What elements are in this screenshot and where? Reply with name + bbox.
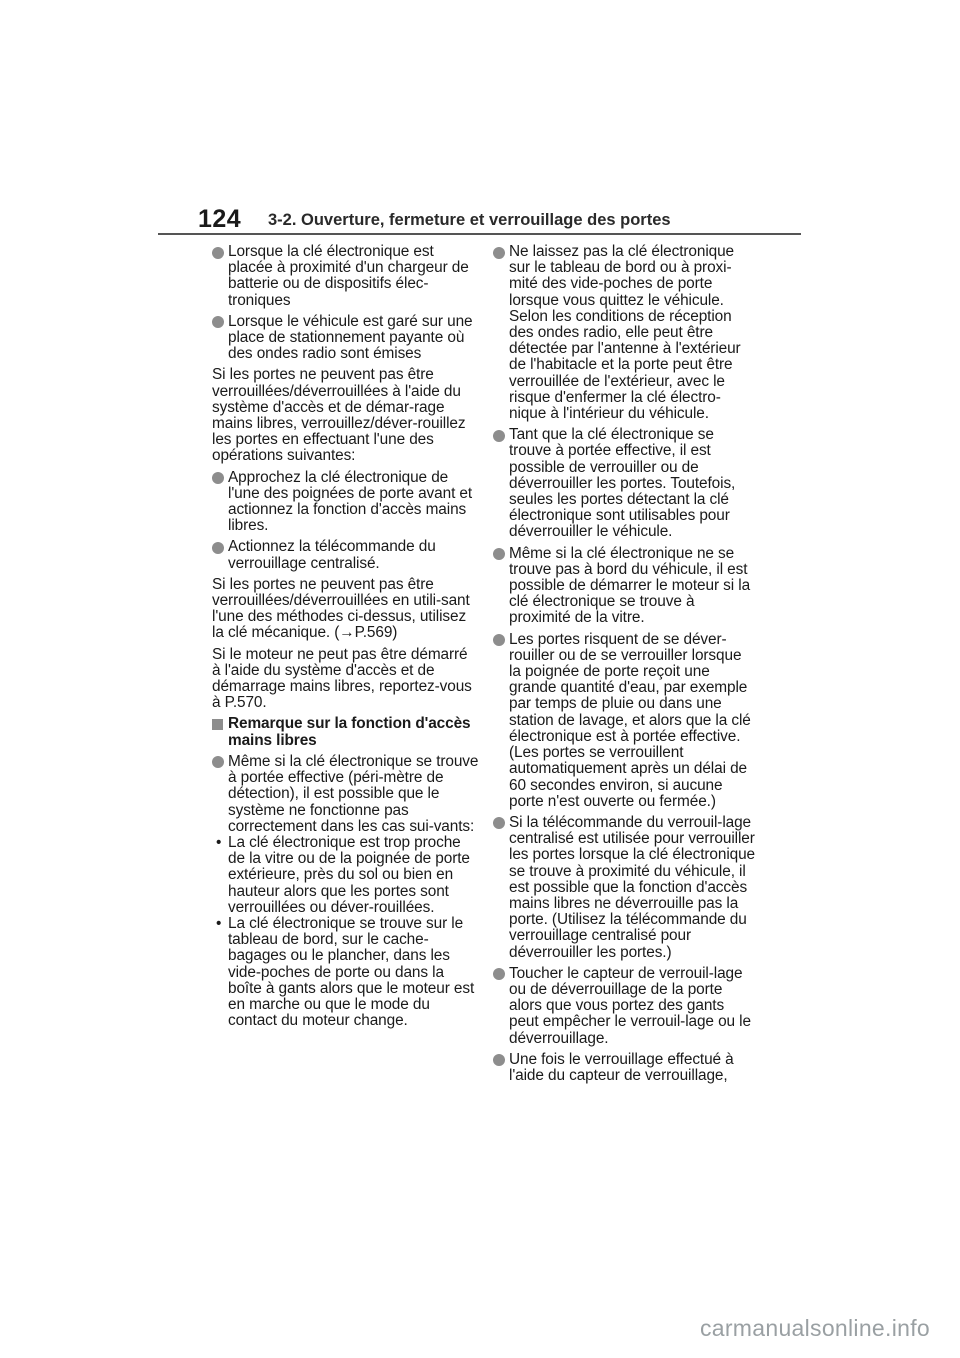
sub-bullet-marker: • xyxy=(216,914,222,932)
bullet-icon xyxy=(212,247,224,259)
bullet-icon xyxy=(212,472,224,484)
bullet-icon xyxy=(212,756,224,768)
sub-bullet-marker: • xyxy=(216,833,222,851)
bullet-item xyxy=(493,632,755,810)
bullet-icon xyxy=(493,430,505,442)
sub-list-text: La clé électronique se trouve sur le tableau de bord, sur le cache-bagages ou le plancher, dans les vide-poches de porte ou dans la boîte à gants alors que le moteur est en marche ou que le mode du contact du moteur change. xyxy=(228,914,475,1030)
bullet-text: Si la télécommande du verrouil-lage centralisé est utilisée pour verrouiller les portes lorsque la clé électronique se trouve à proximité du véhicule, il est possible que la fonction d'accès mains libres ne déverrouille pas la porte. (Utilisez la télécommande du verrouillage centralisé pour déverrouiller les portes.) xyxy=(509,813,756,961)
bullet-item xyxy=(212,754,480,835)
paragraph: Si le moteur ne peut pas être démarré à l'aide du système d'accès et de démarrage mains libres, reportez-vous à P.570. xyxy=(212,645,472,712)
paragraph: Si les portes ne peuvent pas être verrouillées/déverrouillées en utili-sant l'une des méthodes ci-dessus, utilisez la clé mécanique. (→P.569) xyxy=(212,575,470,642)
left-column xyxy=(212,244,480,1034)
bullet-text: Lorsque le véhicule est garé sur une place de stationnement payante où des ondes radio sont émises xyxy=(228,312,473,363)
header-divider xyxy=(158,233,801,235)
sub-list xyxy=(212,835,480,1029)
bullet-text: Les portes risquent de se déver-rouiller ou de se verrouiller lorsque la poignée de porte reçoit une grande quantité d'eau, par exemple par temps de pluie ou dans une station de lavage, et alors que la clé électronique est à portée effective. (Les portes se verrouillent automatiquement après un délai de 60 secondes environ, si aucune porte n'est ouverte ou fermée.) xyxy=(509,630,751,810)
sub-list-item xyxy=(212,916,480,1029)
paragraph: Si les portes ne peuvent pas être verrouillées/déverrouillées à l'aide du système d'accès et de démar-rage mains libres, verrouillez/déver-rouillez les portes en effectuant l'une des opérations suivantes: xyxy=(212,366,466,465)
bullet-item xyxy=(493,427,755,540)
section-title: 3-2. Ouverture, fermeture et verrouillage des portes xyxy=(268,211,671,229)
right-column xyxy=(493,244,755,1089)
bullet-item xyxy=(493,1052,755,1084)
bullet-text: Ne laissez pas la clé électronique sur le tableau de bord ou à proxi-mité des vide-poches de porte lorsque vous quittez le véhicule. Selon les conditions de réception des ondes radio, elle peut être détectée par l'antenne à l'extérieur de l'habitacle et la porte peut être verrouillée de l'extérieur, avec le risque d'enfermer la clé électro-nique à l'intérieur du véhicule. xyxy=(509,243,741,423)
subsection-heading xyxy=(212,716,480,748)
bullet-icon xyxy=(493,247,505,259)
bullet-text: Actionnez la télécommande du verrouillage centralisé. xyxy=(228,538,436,572)
bullet-item xyxy=(212,470,480,535)
heading-text: Remarque sur la fonction d'accès mains libres xyxy=(228,715,471,749)
bullet-item xyxy=(493,244,755,422)
bullet-icon xyxy=(212,542,224,554)
watermark: carmanualsonline.info xyxy=(699,1315,930,1341)
bullet-text: Même si la clé électronique se trouve à portée effective (péri-mètre de détection), il est possible que le système ne fonctionne pas correctement dans les cas sui-vants: xyxy=(228,752,479,835)
bullet-item xyxy=(493,546,755,627)
bullet-icon xyxy=(212,316,224,328)
bullet-item xyxy=(493,966,755,1047)
page-number: 124 xyxy=(198,205,242,233)
bullet-item xyxy=(212,314,480,363)
bullet-text: Une fois le verrouillage effectué à l'aide du capteur de verrouillage, xyxy=(509,1050,734,1084)
bullet-item xyxy=(212,244,480,309)
bullet-text: Toucher le capteur de verrouil-lage ou de déverrouillage de la porte alors que vous portez des gants peut empêcher le verrouil-lage ou le déverrouillage. xyxy=(509,964,751,1047)
bullet-text: Lorsque la clé électronique est placée à proximité d'un chargeur de batterie ou de dispositifs élec-troniques xyxy=(228,243,469,309)
bullet-item xyxy=(212,539,480,571)
square-bullet-icon xyxy=(212,719,223,730)
sub-list-item xyxy=(212,835,480,916)
bullet-text: Tant que la clé électronique se trouve à portée effective, il est possible de verrouiller ou de déverrouiller les portes. Toutefois, seules les portes détectant la clé électronique sont utilisables pour déverrouiller le véhicule. xyxy=(509,426,736,541)
bullet-icon xyxy=(493,634,505,646)
bullet-item xyxy=(493,815,755,961)
bullet-icon xyxy=(493,817,505,829)
sub-list-text: La clé électronique est trop proche de la vitre ou de la poignée de porte extérieure, près du sol ou bien en hauteur alors que les portes sont verrouillées ou déver-rouillées. xyxy=(228,833,470,916)
bullet-icon xyxy=(493,1054,505,1066)
bullet-text: Même si la clé électronique ne se trouve pas à bord du véhicule, il est possible de démarrer le moteur si la clé électronique se trouve à proximité de la vitre. xyxy=(509,544,751,627)
bullet-icon xyxy=(493,548,505,560)
bullet-icon xyxy=(493,968,505,980)
bullet-text: Approchez la clé électronique de l'une des poignées de porte avant et actionnez la fonction d'accès mains libres. xyxy=(228,468,473,535)
